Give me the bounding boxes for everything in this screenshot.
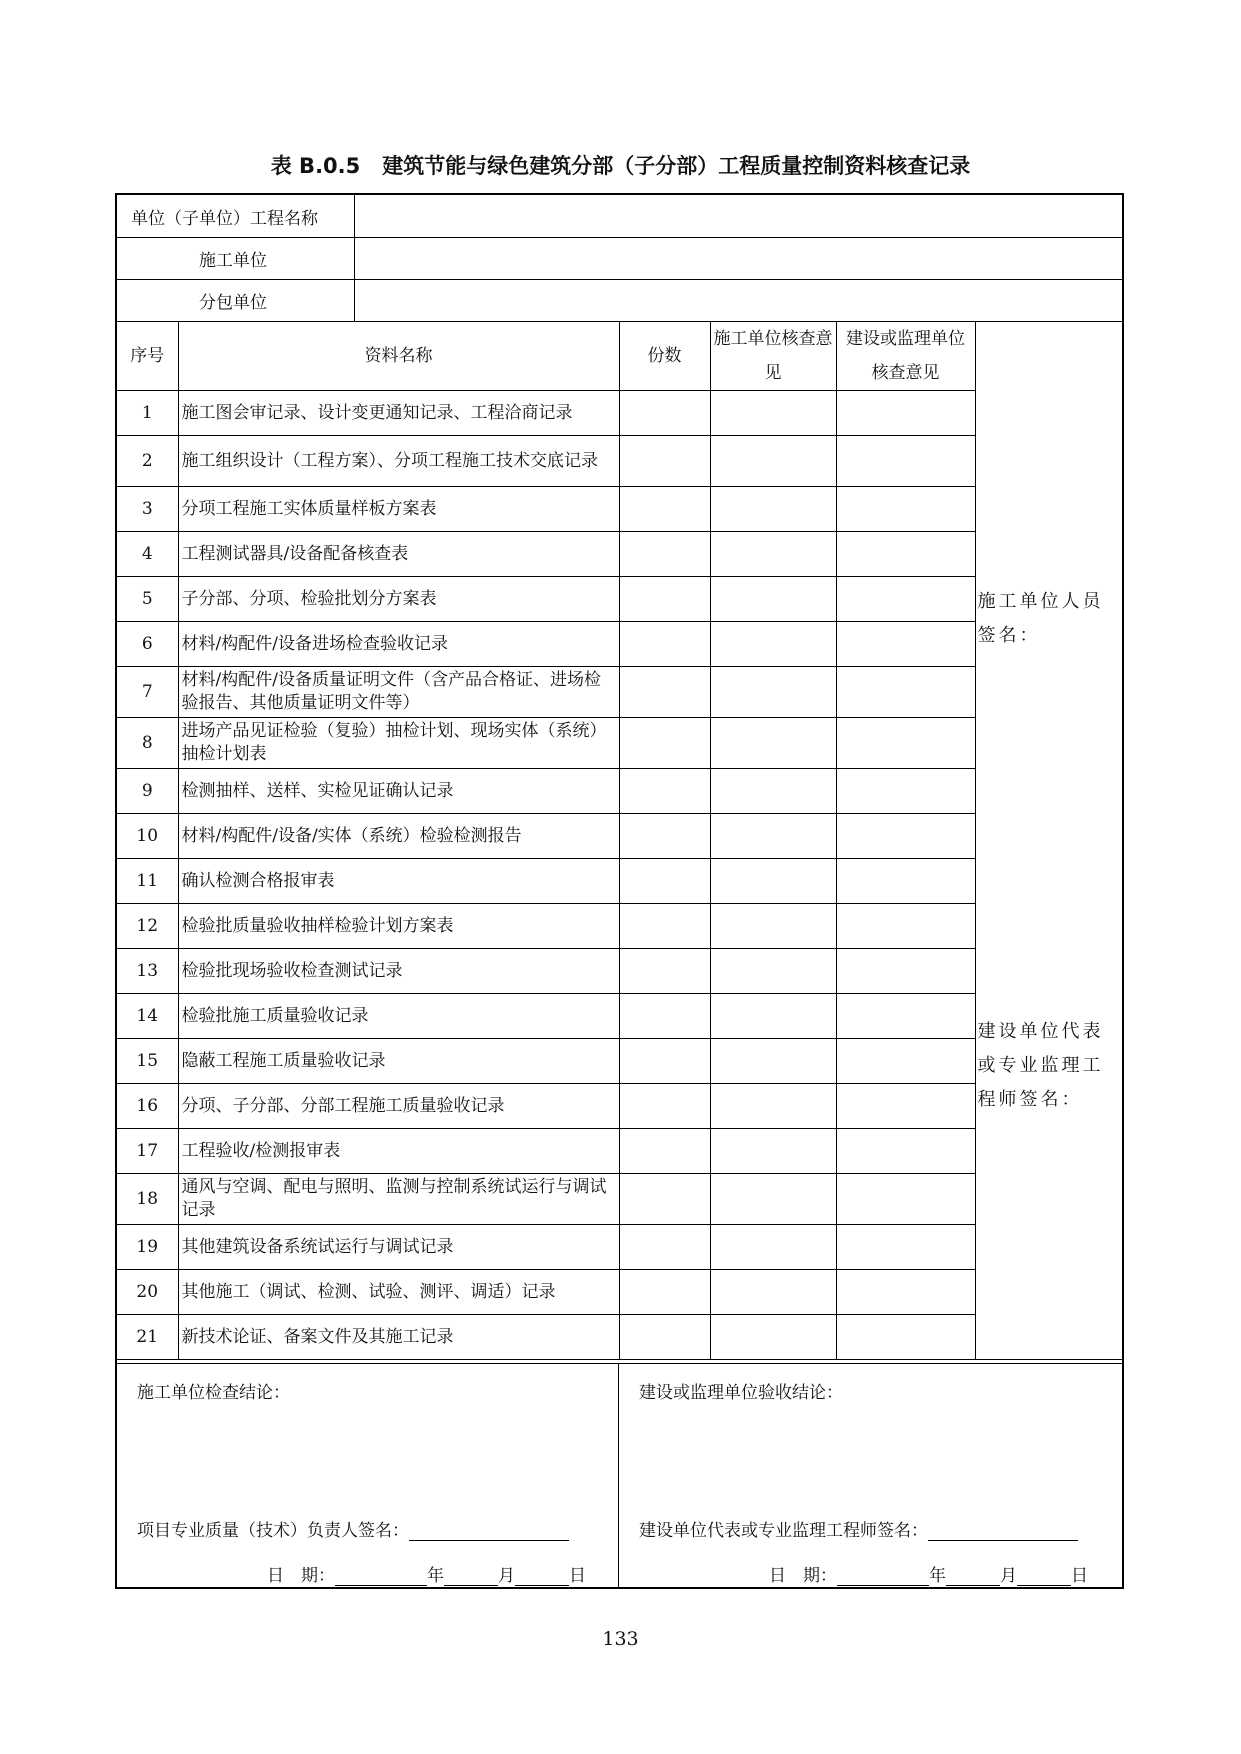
row-supervision-opinion[interactable]: [836, 994, 975, 1039]
table-header-row: [117, 322, 1122, 391]
row-supervision-opinion[interactable]: [836, 532, 975, 577]
row-construction-opinion[interactable]: [710, 487, 836, 532]
project-name-label: 单位（子单位）工程名称: [117, 195, 355, 237]
row-no: 3: [117, 487, 178, 532]
page-number: 133: [602, 1628, 639, 1650]
construction-day-blank[interactable]: [515, 1567, 569, 1586]
row-construction-opinion[interactable]: [710, 1039, 836, 1084]
row-name: 确认检测合格报审表: [178, 859, 619, 904]
header-construction-opinion: 施工单位核查意见: [710, 322, 836, 391]
supervision-date-line: [769, 1561, 1088, 1586]
row-construction-opinion[interactable]: [710, 577, 836, 622]
project-name-row: [117, 195, 1122, 238]
row-name: 检验批质量验收抽样检验计划方案表: [178, 904, 619, 949]
records-table: [117, 322, 1122, 1360]
row-supervision-opinion[interactable]: [836, 1315, 975, 1360]
row-construction-opinion[interactable]: [710, 1315, 836, 1360]
table-row: [117, 1315, 1122, 1360]
row-no: 2: [117, 436, 178, 487]
row-name: 工程测试器具/设备配备核查表: [178, 532, 619, 577]
row-name: 分项、子分部、分部工程施工质量验收记录: [178, 1084, 619, 1129]
form-code: 表 B.0.5: [270, 154, 361, 178]
project-name-value[interactable]: [355, 195, 1122, 237]
subcontractor-value[interactable]: [355, 280, 1122, 321]
header-supervision-opinion: 建设或监理单位核查意见: [836, 322, 975, 391]
row-no: 4: [117, 532, 178, 577]
row-construction-opinion[interactable]: [710, 391, 836, 436]
table-row: [117, 436, 1122, 487]
construction-date-line: [267, 1561, 586, 1586]
row-supervision-opinion[interactable]: [836, 1129, 975, 1174]
row-no: 12: [117, 904, 178, 949]
row-copies[interactable]: [619, 391, 710, 436]
construction-day-label: 日: [569, 1566, 586, 1586]
row-no: 18: [117, 1174, 178, 1225]
construction-year-blank[interactable]: [335, 1567, 427, 1586]
signature-column: [975, 322, 1122, 1360]
supervision-signature-label: 建设单位代表或专业监理工程师签名：: [639, 1521, 928, 1541]
row-no: 11: [117, 859, 178, 904]
row-name: 材料/构配件/设备进场检查验收记录: [178, 622, 619, 667]
construction-signature-line: [137, 1516, 569, 1541]
row-no: 19: [117, 1225, 178, 1270]
row-copies[interactable]: [619, 667, 710, 718]
supervision-conclusion-label: 建设或监理单位验收结论：: [639, 1383, 843, 1403]
table-row: [117, 814, 1122, 859]
row-no: 14: [117, 994, 178, 1039]
row-construction-opinion[interactable]: [710, 994, 836, 1039]
row-no: 21: [117, 1315, 178, 1360]
construction-conclusion-label: 施工单位检查结论：: [137, 1383, 290, 1403]
row-construction-opinion[interactable]: [710, 622, 836, 667]
row-name: 施工图会审记录、设计变更通知记录、工程洽商记录: [178, 391, 619, 436]
row-supervision-opinion[interactable]: [836, 1225, 975, 1270]
row-supervision-opinion[interactable]: [836, 487, 975, 532]
construction-month-blank[interactable]: [444, 1567, 498, 1586]
row-no: 20: [117, 1270, 178, 1315]
row-no: 15: [117, 1039, 178, 1084]
row-construction-opinion[interactable]: [710, 532, 836, 577]
row-name: 隐蔽工程施工质量验收记录: [178, 1039, 619, 1084]
row-construction-opinion[interactable]: [710, 1084, 836, 1129]
row-name: 材料/构配件/设备/实体（系统）检验检测报告: [178, 814, 619, 859]
header-copies: 份数: [619, 322, 710, 391]
row-copies[interactable]: [619, 577, 710, 622]
row-copies[interactable]: [619, 436, 710, 487]
row-copies[interactable]: [619, 532, 710, 577]
header-no: 序号: [117, 322, 178, 391]
form-title-text: 建筑节能与绿色建筑分部（子分部）工程质量控制资料核查记录: [382, 154, 971, 178]
supervision-conclusion: [619, 1364, 1122, 1588]
table-row: [117, 904, 1122, 949]
row-no: 8: [117, 718, 178, 769]
supervision-day-blank[interactable]: [1017, 1567, 1071, 1586]
table-row: [117, 667, 1122, 718]
row-name: 检测抽样、送样、实检见证确认记录: [178, 769, 619, 814]
table-row: [117, 1039, 1122, 1084]
form-title: [0, 150, 1241, 180]
construction-unit-value[interactable]: [355, 238, 1122, 279]
construction-month-label: 月: [498, 1566, 515, 1586]
row-supervision-opinion[interactable]: [836, 391, 975, 436]
row-no: 6: [117, 622, 178, 667]
table-row: [117, 391, 1122, 436]
row-name: 其他施工（调试、检测、试验、测评、调适）记录: [178, 1270, 619, 1315]
row-construction-opinion[interactable]: [710, 814, 836, 859]
table-row: [117, 859, 1122, 904]
row-name: 通风与空调、配电与照明、监测与控制系统试运行与调试记录: [178, 1174, 619, 1225]
construction-unit-label: 施工单位: [117, 238, 355, 279]
construction-signature-blank[interactable]: [409, 1522, 569, 1541]
row-copies[interactable]: [619, 487, 710, 532]
row-copies[interactable]: [619, 949, 710, 994]
row-construction-opinion[interactable]: [710, 1270, 836, 1315]
construction-conclusion: [117, 1364, 619, 1588]
row-supervision-opinion[interactable]: [836, 577, 975, 622]
row-name: 检验批现场验收检查测试记录: [178, 949, 619, 994]
table-row: [117, 949, 1122, 994]
table-row: [117, 769, 1122, 814]
table-row: [117, 1129, 1122, 1174]
table-row: [117, 1174, 1122, 1225]
row-copies[interactable]: [619, 1039, 710, 1084]
row-name: 施工组织设计（工程方案）、分项工程施工技术交底记录: [178, 436, 619, 487]
supervision-signature-blank[interactable]: [928, 1522, 1078, 1541]
row-construction-opinion[interactable]: [710, 667, 836, 718]
conclusion-section: [117, 1363, 1122, 1588]
row-no: 5: [117, 577, 178, 622]
row-name: 工程验收/检测报审表: [178, 1129, 619, 1174]
table-row: [117, 622, 1122, 667]
row-copies[interactable]: [619, 622, 710, 667]
row-copies[interactable]: [619, 904, 710, 949]
row-construction-opinion[interactable]: [710, 949, 836, 994]
supervision-signature-line: [639, 1516, 1078, 1541]
row-supervision-opinion[interactable]: [836, 1174, 975, 1225]
row-supervision-opinion[interactable]: [836, 769, 975, 814]
row-no: 10: [117, 814, 178, 859]
row-supervision-opinion[interactable]: [836, 436, 975, 487]
row-copies[interactable]: [619, 814, 710, 859]
row-supervision-opinion[interactable]: [836, 1270, 975, 1315]
header-name: 资料名称: [178, 322, 619, 391]
row-supervision-opinion[interactable]: [836, 814, 975, 859]
row-construction-opinion[interactable]: [710, 1129, 836, 1174]
row-copies[interactable]: [619, 1315, 710, 1360]
row-no: 17: [117, 1129, 178, 1174]
table-row: [117, 1270, 1122, 1315]
row-name: 子分部、分项、检验批划分方案表: [178, 577, 619, 622]
row-supervision-opinion[interactable]: [836, 622, 975, 667]
row-supervision-opinion[interactable]: [836, 667, 975, 718]
subcontractor-label: 分包单位: [117, 280, 355, 321]
row-name: 新技术论证、备案文件及其施工记录: [178, 1315, 619, 1360]
table-row: [117, 994, 1122, 1039]
row-no: 16: [117, 1084, 178, 1129]
construction-year-label: 年: [427, 1566, 444, 1586]
supervision-day-label: 日: [1071, 1566, 1088, 1586]
supervision-month-blank[interactable]: [946, 1567, 1000, 1586]
row-copies[interactable]: [619, 1174, 710, 1225]
supervision-date-label: 日 期：: [769, 1566, 837, 1586]
row-copies[interactable]: [619, 1129, 710, 1174]
construction-signature-label: 项目专业质量（技术）负责人签名：: [137, 1521, 409, 1541]
subcontractor-row: [117, 280, 1122, 322]
row-copies[interactable]: [619, 859, 710, 904]
row-no: 1: [117, 391, 178, 436]
row-copies[interactable]: [619, 1084, 710, 1129]
row-copies[interactable]: [619, 769, 710, 814]
supervision-year-blank[interactable]: [837, 1567, 929, 1586]
table-row: [117, 532, 1122, 577]
supervision-year-label: 年: [929, 1566, 946, 1586]
row-supervision-opinion[interactable]: [836, 904, 975, 949]
row-construction-opinion[interactable]: [710, 1225, 836, 1270]
construction-date-label: 日 期：: [267, 1566, 335, 1586]
row-name: 检验批施工质量验收记录: [178, 994, 619, 1039]
owner-supervisor-signature: 建设单位代表或专业监理工程师签名：: [977, 1021, 1104, 1110]
construction-unit-row: [117, 238, 1122, 280]
table-row: [117, 487, 1122, 532]
row-construction-opinion[interactable]: [710, 718, 836, 769]
construction-staff-signature: 施工单位人员签名：: [977, 591, 1104, 646]
row-construction-opinion[interactable]: [710, 436, 836, 487]
row-copies[interactable]: [619, 994, 710, 1039]
row-copies[interactable]: [619, 718, 710, 769]
table-row: [117, 1084, 1122, 1129]
row-construction-opinion[interactable]: [710, 904, 836, 949]
row-supervision-opinion[interactable]: [836, 718, 975, 769]
row-name: 材料/构配件/设备质量证明文件（含产品合格证、进场检验报告、其他质量证明文件等）: [178, 667, 619, 718]
table-row: [117, 577, 1122, 622]
row-construction-opinion[interactable]: [710, 859, 836, 904]
row-copies[interactable]: [619, 1225, 710, 1270]
row-supervision-opinion[interactable]: [836, 1039, 975, 1084]
row-name: 其他建筑设备系统试运行与调试记录: [178, 1225, 619, 1270]
row-no: 9: [117, 769, 178, 814]
table-row: [117, 1225, 1122, 1270]
table-row: [117, 718, 1122, 769]
row-name: 分项工程施工实体质量样板方案表: [178, 487, 619, 532]
row-name: 进场产品见证检验（复验）抽检计划、现场实体（系统）抽检计划表: [178, 718, 619, 769]
row-supervision-opinion[interactable]: [836, 949, 975, 994]
row-copies[interactable]: [619, 1270, 710, 1315]
supervision-month-label: 月: [1000, 1566, 1017, 1586]
row-no: 13: [117, 949, 178, 994]
record-form: [115, 193, 1124, 1589]
row-no: 7: [117, 667, 178, 718]
row-construction-opinion[interactable]: [710, 769, 836, 814]
row-construction-opinion[interactable]: [710, 1174, 836, 1225]
row-supervision-opinion[interactable]: [836, 859, 975, 904]
row-supervision-opinion[interactable]: [836, 1084, 975, 1129]
